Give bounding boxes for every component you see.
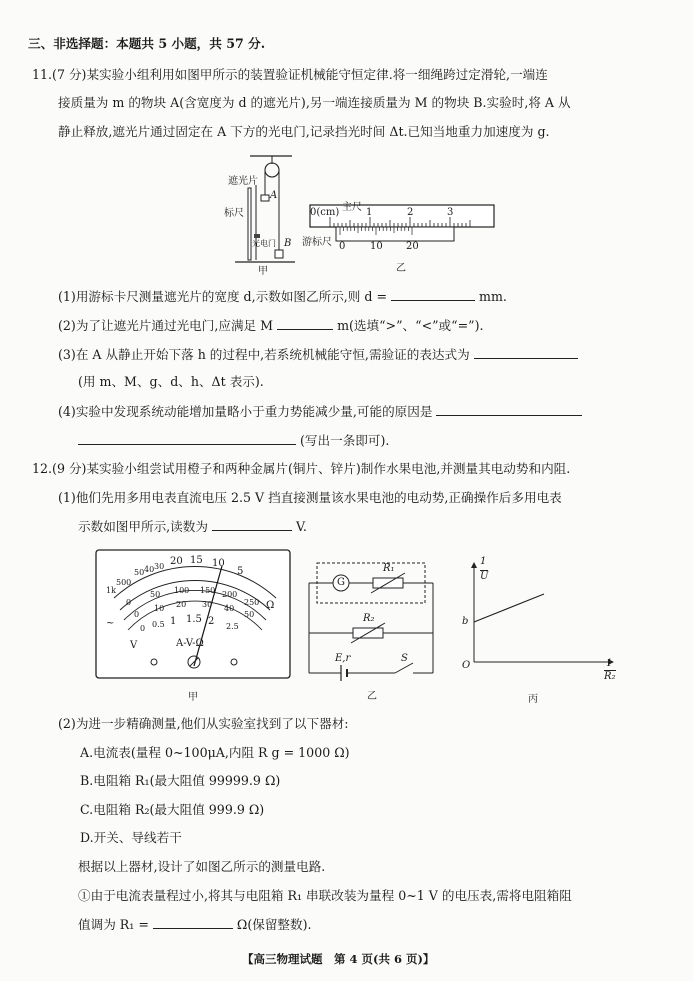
ac-symbol: ~ <box>106 618 115 629</box>
label-g: G <box>337 577 345 588</box>
label-block-a: A <box>270 190 278 201</box>
caption-meter: 甲 <box>188 692 198 703</box>
equipment-c: C.电阻箱 R₂(最大阻值 999.9 Ω) <box>80 802 265 817</box>
q12-part1-line1: (1)他们先用多用电表直流电压 2.5 V 挡直接测量该水果电池的电动势,正确操作后多用电表 <box>58 490 562 505</box>
label-switch: S <box>401 653 408 664</box>
answer-blank-voltage[interactable] <box>212 518 292 531</box>
ohm-tick-10: 10 <box>212 558 225 569</box>
label-r2: R₂ <box>363 613 375 624</box>
label-zheguangpian: 遮光片 <box>228 176 258 187</box>
q12-sub1-note: Ω(保留整数). <box>236 917 312 932</box>
answer-blank-r1[interactable] <box>153 916 233 929</box>
q11-part1 <box>58 288 507 305</box>
answer-blank-d[interactable] <box>391 288 475 301</box>
dc2-tick-0: 0 <box>134 610 140 619</box>
q11-part2-text: (2)为了让遮光片通过光电门,应满足 M <box>58 318 274 333</box>
pulley-icon <box>265 163 279 177</box>
figure-multimeter <box>94 548 294 703</box>
q12-sub1-line1: ①由于电流表量程过小,将其与电阻箱 R₁ 串联改装为量程 0~1 V 的电压表,需将电阻箱阻 <box>78 888 572 903</box>
caliper-unit: 0(cm) <box>310 207 340 218</box>
omega-symbol: Ω <box>266 600 275 611</box>
q11-intro-line2: 接质量为 m 的物块 A(含宽度为 d 的遮光片),另一端连接质量为 M 的物块 B.实验时,将 A 从 <box>58 95 571 110</box>
answer-blank-reason-1[interactable] <box>436 403 582 416</box>
caliper-drawing <box>308 195 498 255</box>
q12-intro: 12.(9 分)某实验小组尝试用橙子和两种金属片(铜片、锌片)制作水果电池,并测量其电动势和内阻. <box>32 461 571 476</box>
figure-graph <box>460 558 620 706</box>
circuit-drawing <box>305 555 445 683</box>
switch-icon <box>395 663 413 673</box>
q11-part4-note: (写出一条即可). <box>300 433 390 448</box>
caliper-vernier-label: 游标尺 <box>302 237 332 248</box>
q12-sub1-text: 值调为 R₁ = <box>78 917 149 932</box>
q11-part1-unit: mm. <box>479 289 507 304</box>
section-title: 三、非选择题：本题共 5 小题，共 57 分. <box>28 36 266 51</box>
dc-tick-150: 150 <box>200 586 216 595</box>
q12-part1-line2 <box>78 518 307 535</box>
ac-tick-0.5: 0.5 <box>152 620 165 629</box>
q12-part1-unit: V. <box>295 519 307 534</box>
label-r1: R₁ <box>383 563 395 574</box>
origin-o: O <box>462 660 471 671</box>
figure-jia-apparatus <box>220 150 310 275</box>
q11-part2-options: m(选填“>”、“<”或“=”). <box>337 318 484 333</box>
ohm-tick-50: 50 <box>134 568 145 577</box>
dc2-tick-20: 20 <box>176 600 187 609</box>
answer-blank-expression[interactable] <box>474 346 578 359</box>
page-footer: 【高三物理试题 第 4 页(共 6 页)】 <box>242 952 435 966</box>
q11-part4 <box>58 403 582 420</box>
figure-yi-caliper <box>302 195 498 275</box>
circuit-design-text: 根据以上器材,设计了如图乙所示的测量电路. <box>78 859 326 874</box>
caption-yi: 乙 <box>396 263 406 274</box>
answer-blank-reason-2[interactable] <box>78 432 296 445</box>
caliper-main-label: 主尺 <box>342 202 362 213</box>
dc-tick-250: 250 <box>244 598 260 607</box>
ac-tick-0: 0 <box>140 624 146 633</box>
label-block-b: B <box>284 238 292 249</box>
q11-intro-line1: 11.(7 分)某实验小组利用如图甲所示的装置验证机械能守恒定律.将一细绳跨过定滑轮,一端连 <box>32 67 548 82</box>
label-biaochi: 标尺 <box>224 208 244 219</box>
v-label: V <box>130 640 138 651</box>
q11-part1-text: (1)用游标卡尺测量遮光片的宽度 d,示数如图乙所示,则 d = <box>58 289 387 304</box>
ac-tick-1.5: 1.5 <box>186 614 202 625</box>
caliper-main-tick-3: 3 <box>447 207 454 218</box>
equipment-b: B.电阻箱 R₁(最大阻值 99999.9 Ω) <box>80 773 281 788</box>
scale-ruler-icon <box>248 188 251 260</box>
equipment-a: A.电流表(量程 0~100μA,内阻 R g = 1000 Ω) <box>80 745 350 760</box>
q12-part2: (2)为进一步精确测量,他们从实验室找到了以下器材: <box>58 716 349 731</box>
ohm-tick-40: 40 <box>144 565 155 574</box>
caption-graph: 丙 <box>528 694 538 705</box>
ohm-tick-1k: 1k <box>106 586 116 595</box>
q11-part4-cont <box>78 432 389 449</box>
caliper-vernier-tick-0: 0 <box>339 241 346 252</box>
dc2-tick-40: 40 <box>224 604 235 613</box>
y-label-den: U <box>480 571 489 582</box>
q11-intro-line3: 静止释放,遮光片通过固定在 A 下方的光电门,记录挡光时间 Δt.已知当地重力加速度为 g. <box>58 124 550 139</box>
bottom-label: A-V-Ω <box>176 638 204 649</box>
equipment-d: D.开关、导线若干 <box>80 830 182 845</box>
caption-jia: 甲 <box>258 266 268 277</box>
ohm-tick-500: 500 <box>116 578 132 587</box>
ac-tick-1: 1 <box>170 616 177 627</box>
q11-part3-note: (用 m、M、g、d、h、Δt 表示). <box>78 374 264 389</box>
ohm-tick-20: 20 <box>170 556 183 567</box>
q11-part3 <box>58 346 578 363</box>
graph-line <box>474 594 544 622</box>
caliper-vernier-tick-20: 20 <box>406 241 419 252</box>
dc-tick-50: 50 <box>150 590 161 599</box>
block-a-icon <box>261 195 269 201</box>
ac-tick-2.5: 2.5 <box>226 622 239 631</box>
q11-part3-text: (3)在 A 从静止开始下落 h 的过程中,若系统机械能守恒,需验证的表达式为 <box>58 347 470 362</box>
q11-part4-text: (4)实验中发现系统动能增加量略小于重力势能减少量,可能的原因是 <box>58 404 433 419</box>
label-battery: E,r <box>335 653 351 664</box>
y-label-num: 1 <box>480 556 487 567</box>
dc2-tick-50: 50 <box>244 610 255 619</box>
label-guangdianmen: 光电门 <box>252 239 276 248</box>
block-b-icon <box>275 250 283 258</box>
x-label-num: 1 <box>606 658 613 669</box>
ohm-tick-15: 15 <box>190 555 203 566</box>
q12-part1-text: 示数如图甲所示,读数为 <box>78 519 208 534</box>
q11-part2 <box>58 317 484 334</box>
dc2-tick-10: 10 <box>154 604 165 613</box>
ohm-tick-5: 5 <box>237 566 244 577</box>
answer-blank-comparison[interactable] <box>277 317 333 330</box>
ac-tick-2: 2 <box>208 616 215 627</box>
dc2-tick-30: 30 <box>202 600 213 609</box>
dc-tick-200: 200 <box>222 590 238 599</box>
caption-circuit: 乙 <box>367 691 377 702</box>
caliper-main-tick-2: 2 <box>407 207 414 218</box>
caliper-vernier-tick-10: 10 <box>370 241 383 252</box>
caliper-main-tick-1: 1 <box>366 207 373 218</box>
dc-tick-100: 100 <box>174 586 190 595</box>
dc-tick-0: 0 <box>126 598 132 607</box>
intercept-b: b <box>462 616 469 627</box>
figure-circuit <box>305 555 445 703</box>
ohm-tick-30: 30 <box>154 562 165 571</box>
q12-sub1-line2 <box>78 916 312 933</box>
x-label-den: R₂ <box>604 671 616 682</box>
